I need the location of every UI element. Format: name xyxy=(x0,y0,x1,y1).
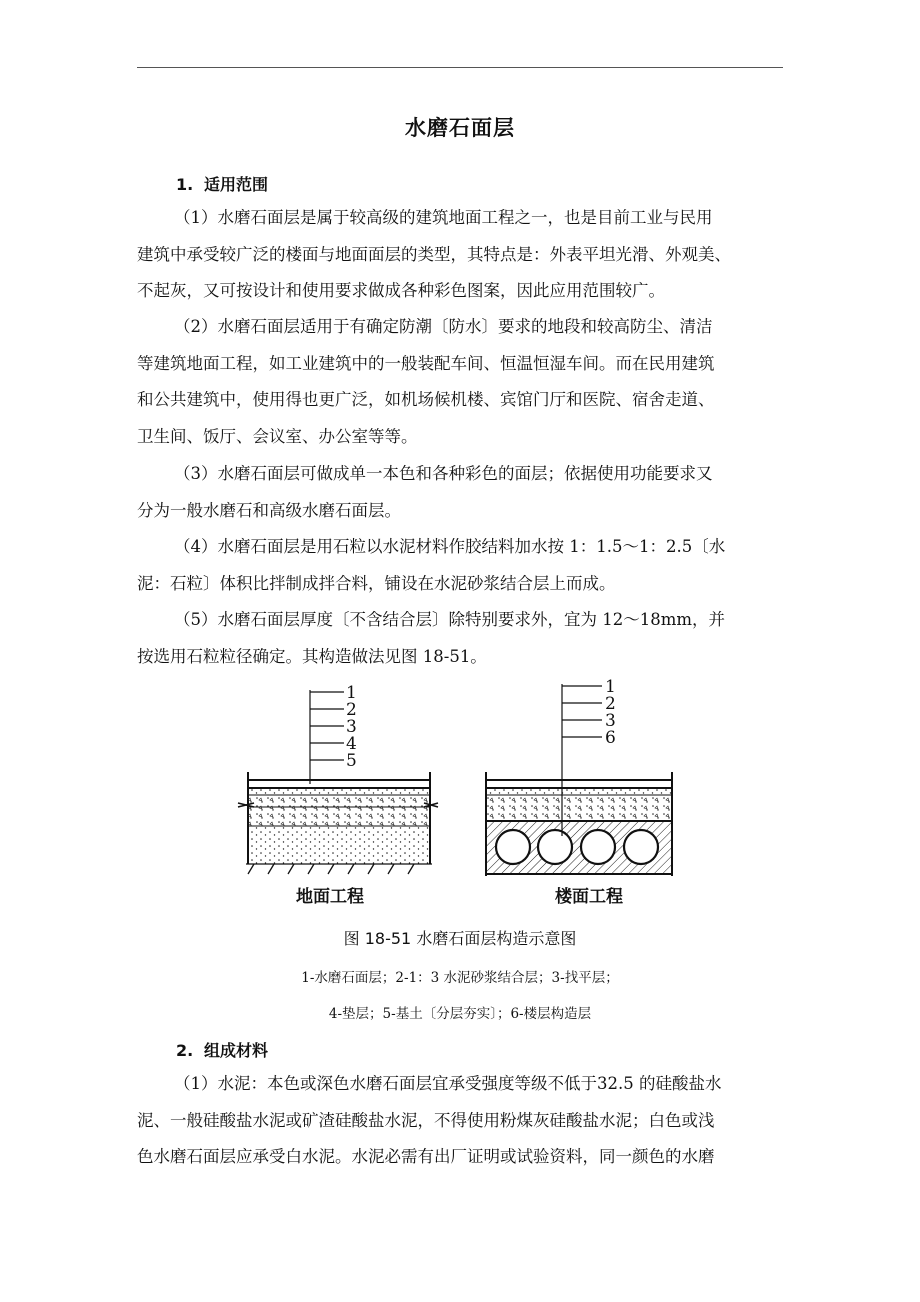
text-line: （1）水泥：本色或深色水磨石面层宜承受强度等级不低于32.5 的硅酸盐水 xyxy=(174,1074,722,1093)
section-title: 组成材料 xyxy=(204,1041,269,1060)
text-line: （3）水磨石面层可做成单一本色和各种彩色的面层；依据使用功能要求又 xyxy=(174,464,713,483)
section-heading-scope xyxy=(176,172,268,195)
section-number: 1. xyxy=(176,175,194,194)
text-line: （4）水磨石面层是用石粒以水泥材料作胶结料加水按 1：1.5～1：2.5〔水 xyxy=(174,537,726,556)
paragraph-5 xyxy=(137,602,787,675)
text-line: 和公共建筑中，使用得也更广泛，如机场候机楼、宾馆门厅和医院、宿舍走道、 xyxy=(137,390,715,409)
left-label: 2 xyxy=(346,700,357,720)
section-heading-materials xyxy=(176,1038,268,1061)
figure-legend-line-2: 4-垫层；5-基土〔分层夯实〕；6-楼层构造层 xyxy=(328,1006,592,1022)
floor-section xyxy=(486,677,672,907)
right-label: 2 xyxy=(605,694,616,714)
text-line: （2）水磨石面层适用于有确定防潮〔防水〕要求的地段和较高防尘、清洁 xyxy=(174,317,713,336)
figure-legend-line-1: 1-水磨石面层；2-1：3 水泥砂浆结合层；3-找平层； xyxy=(301,970,619,986)
paragraph-1 xyxy=(137,200,787,310)
paragraph-3 xyxy=(137,456,787,529)
text-line: 按选用石粒粒径确定。其构造做法见图 18-51。 xyxy=(137,646,487,666)
text-line: （1）水磨石面层是属于较高级的建筑地面工程之一，也是目前工业与民用 xyxy=(174,208,713,227)
left-label: 5 xyxy=(346,751,357,771)
right-caption: 楼面工程 xyxy=(555,887,623,907)
text-line: 不起灰，又可按设计和使用要求做成各种彩色图案，因此应用范围较广。 xyxy=(137,281,665,300)
left-label: 3 xyxy=(346,717,357,737)
paragraph-4 xyxy=(137,529,787,602)
left-label: 1 xyxy=(346,683,357,703)
page-title: 水磨石面层 xyxy=(405,116,515,140)
text-line: 建筑中承受较广泛的楼面与地面面层的类型，其特点是：外表平坦光滑、外观美、 xyxy=(137,244,731,264)
text-line: 卫生间、饭厅、会议室、办公室等等。 xyxy=(137,426,418,446)
paragraph-6 xyxy=(137,1066,787,1176)
text-line: 泥：石粒〕体积比拌制成拌合料，铺设在水泥砂浆结合层上而成。 xyxy=(137,573,616,593)
text-line: 等建筑地面工程，如工业建筑中的一般装配车间、恒温恒湿车间。而在民用建筑 xyxy=(137,353,715,373)
right-label: 6 xyxy=(605,728,616,748)
right-label: 3 xyxy=(605,711,616,731)
text-line: 分为一般水磨石和高级水磨石面层。 xyxy=(137,500,401,520)
figure-caption: 图 18-51 水磨石面层构造示意图 xyxy=(343,929,577,948)
header-rule xyxy=(137,67,783,68)
text-line: 色水磨石面层应承受白水泥。水泥必需有出厂证明或试验资料，同一颜色的水磨 xyxy=(137,1147,715,1166)
text-line: （5）水磨石面层厚度〔不含结合层〕除特别要求外，宜为 12～18mm，并 xyxy=(174,610,726,629)
ground-section xyxy=(238,683,438,907)
right-label: 1 xyxy=(605,677,616,697)
left-label: 4 xyxy=(346,734,357,754)
paragraph-2 xyxy=(137,309,787,455)
left-caption: 地面工程 xyxy=(296,887,364,907)
construction-diagram xyxy=(232,676,686,912)
section-title: 适用范围 xyxy=(204,175,269,194)
section-number: 2. xyxy=(176,1041,194,1060)
text-line: 泥、一般硅酸盐水泥或矿渣硅酸盐水泥，不得使用粉煤灰硅酸盐水泥；白色或浅 xyxy=(137,1110,715,1130)
